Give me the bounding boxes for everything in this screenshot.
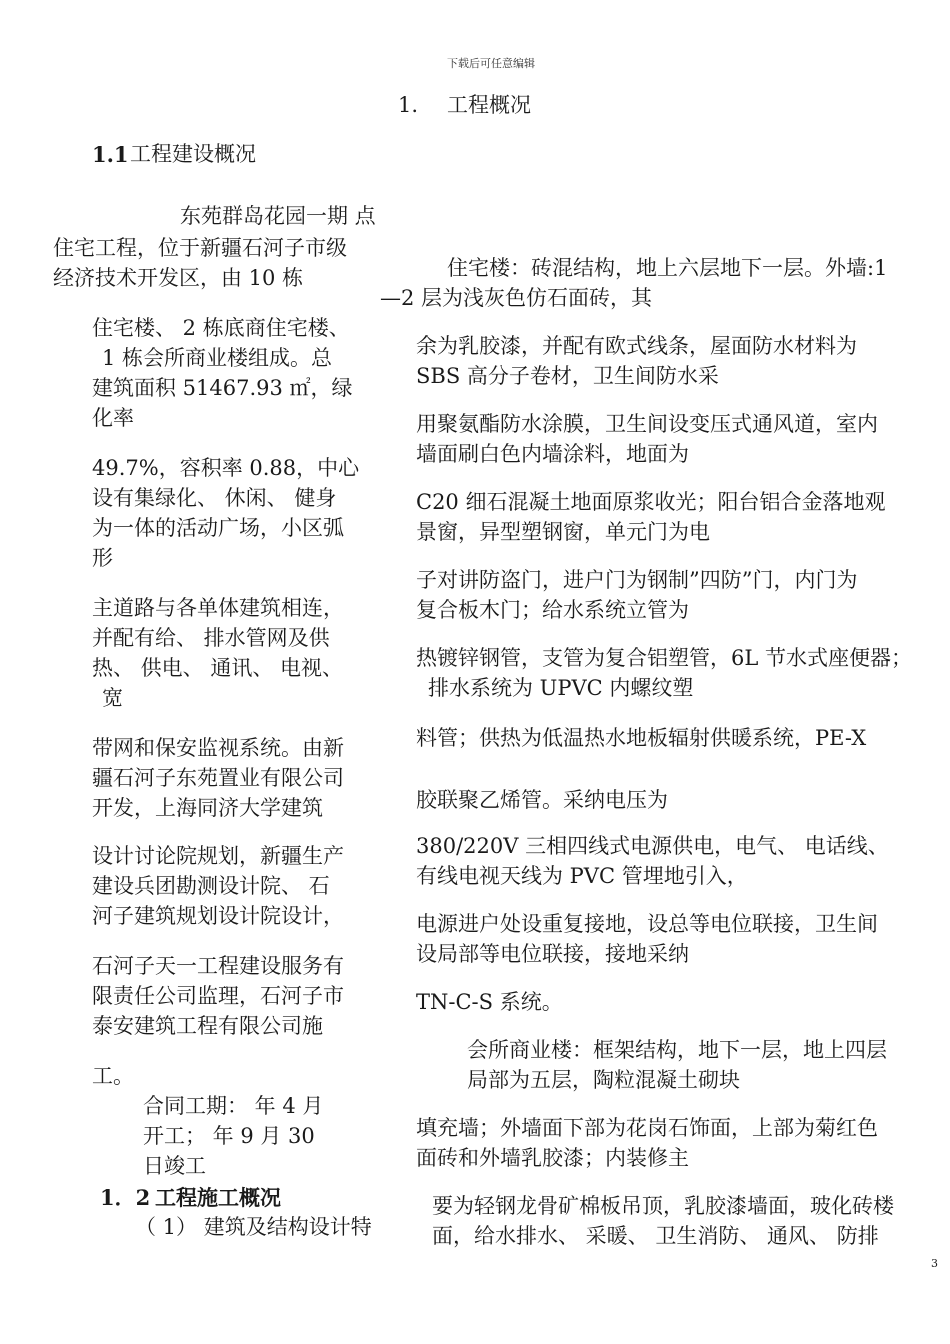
right-line-20: 局部为五层，陶粒混凝土砌块 [467, 1068, 740, 1092]
left-line-4: 1 栋会所商业楼组成。总 [102, 346, 333, 370]
left-line-0: 东苑群岛花园一期 点 [180, 204, 376, 228]
right-line-5: 墙面刷白色内墙涂料，地面为 [416, 442, 689, 466]
right-line-7: 景窗，异型塑钢窗，单元门为电 [416, 520, 710, 544]
left-line-8: 设有集绿化、 休闲、 健身 [92, 486, 337, 510]
right-line-22: 面砖和外墙乳胶漆；内装修主 [416, 1146, 689, 1170]
left-line-27: 日竣工 [143, 1154, 206, 1178]
left-line-16: 疆石河子东苑置业有限公司 [92, 766, 344, 790]
left-line-25: 合同工期： 年 4 月 [143, 1094, 324, 1118]
left-line-18: 设计讨论院规划，新疆生产 [92, 844, 344, 868]
left-line-23: 泰安建筑工程有限公司施 [92, 1014, 323, 1038]
left-line-26: 开工； 年 9 月 30 [143, 1124, 315, 1148]
left-line-5: 建筑面积 51467.93 ㎡，绿 [92, 376, 353, 400]
right-line-2: 余为乳胶漆，并配有欧式线条，屋面防水材料为 [416, 334, 857, 358]
left-line-13: 热、 供电、 通讯、 电视、 [92, 656, 344, 680]
subsection-heading: （ 1） 建筑及结构设计特 [135, 1215, 372, 1239]
left-line-24: 工。 [92, 1064, 134, 1088]
right-line-9: 复合板木门；给水系统立管为 [416, 598, 689, 622]
left-line-12: 并配有给、 排水管网及供 [92, 626, 330, 650]
right-line-4: 用聚氨酯防水涂膜，卫生间设变压式通风道，室内 [416, 412, 878, 436]
left-line-7: 49.7%，容积率 0.88，中心 [92, 456, 360, 480]
right-line-19: 会所商业楼：框架结构，地下一层，地上四层 [467, 1038, 887, 1062]
right-line-21: 填充墙；外墙面下部为花岗石饰面，上部为菊红色 [416, 1116, 878, 1140]
right-line-18: TN-C-S 系统。 [416, 990, 563, 1014]
section-1-2-number: 1．2 [100, 1185, 151, 1210]
left-line-10: 形 [92, 546, 113, 570]
right-line-1: —2 层为浅灰色仿石面砖，其 [380, 286, 653, 310]
left-line-17: 开发，上海同济大学建筑 [92, 796, 323, 820]
right-line-8: 子对讲防盗门，进户门为钢制”四防”门，内门为 [416, 568, 858, 592]
left-line-9: 为一体的活动广场，小区弧 [92, 516, 344, 540]
left-line-3: 住宅楼、 2 栋底商住宅楼、 [92, 316, 350, 340]
section-1-1-number: 1.1 [92, 142, 129, 167]
right-line-12: 料管；供热为低温热水地板辐射供暖系统，PE-X [416, 726, 867, 750]
left-line-21: 石河子天一工程建设服务有 [92, 954, 344, 978]
left-line-1: 住宅工程，位于新疆石河子市级 [53, 236, 347, 260]
page-number: 3 [931, 1257, 938, 1270]
right-line-6: C20 细石混凝土地面原浆收光；阳台铝合金落地观 [416, 490, 886, 514]
title-number: 1. [398, 93, 419, 117]
left-line-22: 限责任公司监理，石河子市 [92, 984, 344, 1008]
right-line-16: 电源进户处设重复接地，设总等电位联接，卫生间 [416, 912, 878, 936]
left-line-20: 河子建筑规划设计院设计， [92, 904, 344, 928]
left-line-6: 化率 [92, 406, 134, 430]
right-line-24: 面，给水排水、 采暖、 卫生消防、 通风、 防排 [432, 1224, 879, 1248]
right-line-17: 设局部等电位联接，接地采纳 [416, 942, 689, 966]
right-line-11: 排水系统为 UPVC 内螺纹塑 [428, 676, 694, 700]
section-1-1-title: 工程建设概况 [130, 142, 256, 166]
right-line-15: 有线电视天线为 PVC 管埋地引入， [416, 864, 748, 888]
left-line-14: 宽 [102, 686, 123, 710]
right-line-0: 住宅楼：砖混结构，地上六层地下一层。外墙:1 [447, 256, 888, 280]
right-line-13: 胶联聚乙烯管。采纳电压为 [416, 788, 668, 812]
section-1-2-title: 工程施工概况 [155, 1185, 281, 1210]
right-line-10: 热镀锌钢管，支管为复合铝塑管，6L 节水式座便器； [416, 646, 912, 670]
page-header-note: 下载后可任意编辑 [447, 57, 535, 70]
right-line-14: 380/220V 三相四线式电源供电，电气、 电话线、 [416, 834, 889, 858]
page-title: 工程概况 [447, 93, 531, 117]
left-line-11: 主道路与各单体建筑相连， [92, 596, 344, 620]
left-line-19: 建设兵团勘测设计院、 石 [92, 874, 330, 898]
right-line-23: 要为轻钢龙骨矿棉板吊顶，乳胶漆墙面，玻化砖楼 [432, 1194, 894, 1218]
right-line-3: SBS 高分子卷材，卫生间防水采 [416, 364, 719, 388]
left-line-15: 带网和保安监视系统。由新 [92, 736, 344, 760]
left-line-2: 经济技术开发区，由 10 栋 [53, 266, 304, 290]
